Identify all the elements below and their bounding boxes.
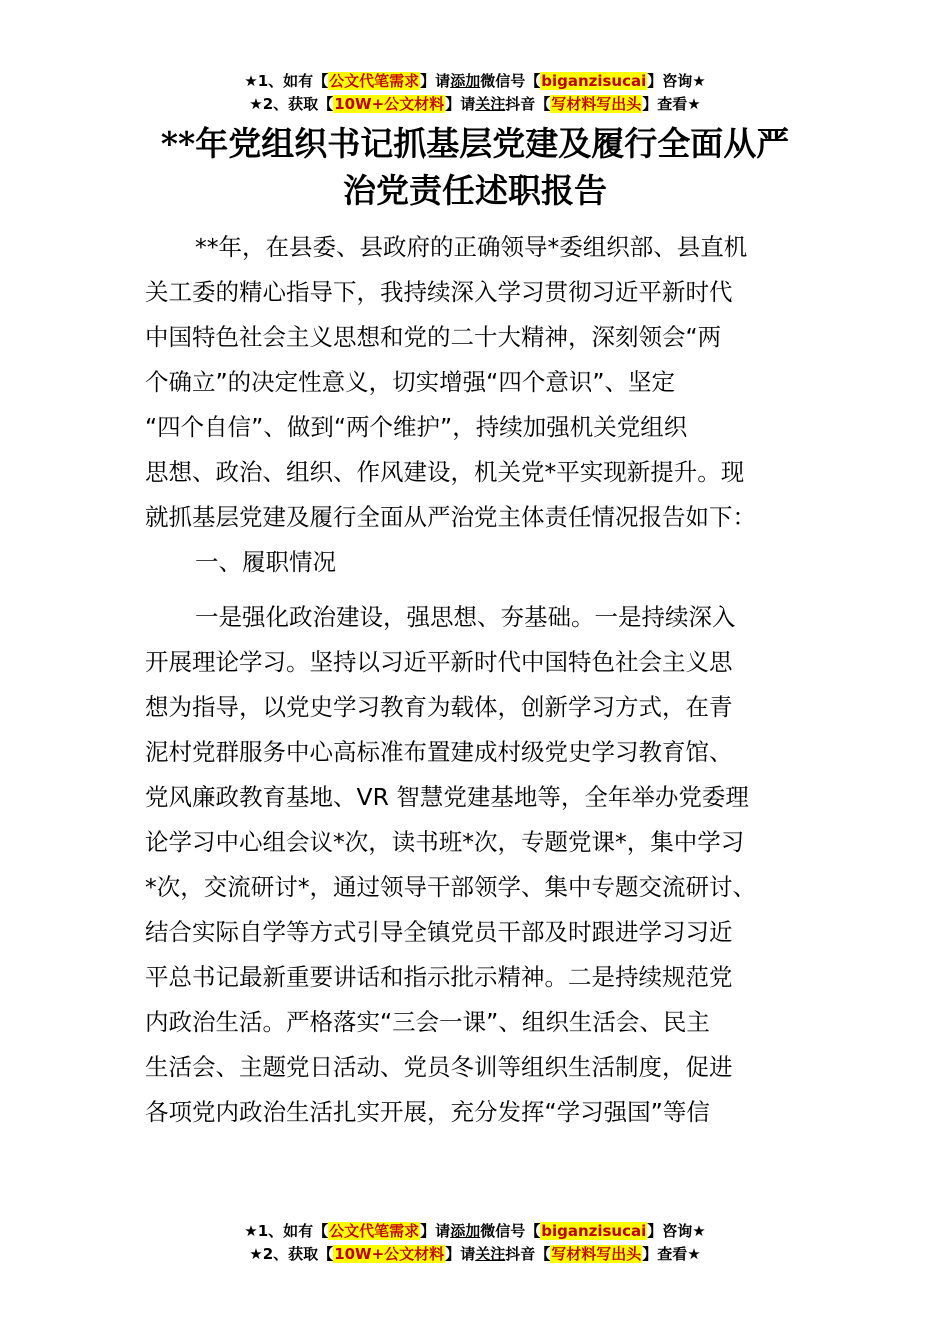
banner-text: 】查看★ <box>642 1245 701 1263</box>
banner-underline: 添加 <box>450 1222 481 1240</box>
banner-line-1 <box>0 1220 950 1243</box>
banner-line-2 <box>0 93 950 116</box>
banner-text: 微信号【 <box>480 1222 541 1240</box>
banner-text: ★1、如有【 <box>244 1222 329 1240</box>
banner-text: ★2、获取【 <box>249 95 334 113</box>
body-line: *次，交流研讨*，通过领导干部领学、集中专题交流研讨、 <box>145 873 756 901</box>
body-line: 结合实际自学等方式引导全镇党员干部及时跟进学习习近 <box>145 918 733 946</box>
top-ad-banner <box>0 70 950 116</box>
banner-highlight: biganzisucai <box>541 1222 647 1240</box>
banner-text: ★1、如有【 <box>244 72 329 90</box>
banner-highlight: biganzisucai <box>541 72 647 90</box>
body-line: 就抓基层党建及履行全面从严治党主体责任情况报告如下： <box>145 503 756 531</box>
banner-text: 微信号【 <box>480 72 541 90</box>
banner-text: 】请 <box>445 95 476 113</box>
body-line: 各项党内政治生活扎实开展，充分发挥“学习强国”等信 <box>145 1098 710 1126</box>
banner-line-1 <box>0 70 950 93</box>
banner-text: 】咨询★ <box>647 72 706 90</box>
banner-underline: 关注 <box>475 1245 506 1263</box>
banner-highlight: 写材料写出头 <box>551 95 642 113</box>
body-line: 思想、政治、组织、作风建设，机关党*平实现新提升。现 <box>145 458 745 486</box>
banner-line-2 <box>0 1243 950 1266</box>
banner-highlight: 公文代笔需求 <box>329 1222 420 1240</box>
body-line: 一是强化政治建设，强思想、夯基础。一是持续深入 <box>195 603 736 631</box>
banner-highlight: 写材料写出头 <box>551 1245 642 1263</box>
title-line-2: 治党责任述职报告 <box>343 171 607 210</box>
body-line: 内政治生活。严格落实“三会一课”、组织生活会、民主 <box>145 1008 710 1036</box>
banner-text: 抖音【 <box>505 95 551 113</box>
banner-text: ★2、获取【 <box>249 1245 334 1263</box>
banner-text: 】请 <box>420 1222 451 1240</box>
bottom-ad-banner <box>0 1220 950 1266</box>
banner-text: 】查看★ <box>642 95 701 113</box>
body-line: 想为指导，以党史学习教育为载体，创新学习方式，在青 <box>145 693 733 721</box>
body-line: 论学习中心组会议*次，读书班*次，专题党课*，集中学习 <box>145 828 745 856</box>
body-line: “四个自信”、做到“两个维护”，持续加强机关党组织 <box>145 413 688 441</box>
banner-highlight: 公文代笔需求 <box>329 72 420 90</box>
banner-text: 抖音【 <box>505 1245 551 1263</box>
body-line: **年，在县委、县政府的正确领导*委组织部、县直机 <box>195 233 748 261</box>
title-line-1: **年党组织书记抓基层党建及履行全面从严 <box>160 124 790 163</box>
banner-underline: 添加 <box>450 72 481 90</box>
body-line: 平总书记最新重要讲话和指示批示精神。二是持续规范党 <box>145 963 733 991</box>
banner-highlight: 10W+公文材料 <box>334 1245 445 1263</box>
body-line: 关工委的精心指导下，我持续深入学习贯彻习近平新时代 <box>145 278 733 306</box>
banner-text: 】请 <box>445 1245 476 1263</box>
document-title <box>0 120 950 214</box>
body-line: 生活会、主题党日活动、党员冬训等组织生活制度，促进 <box>145 1053 733 1081</box>
body-line: 泥村党群服务中心高标准布置建成村级党史学习教育馆、 <box>145 738 733 766</box>
body-line: 开展理论学习。坚持以习近平新时代中国特色社会主义思 <box>145 648 733 676</box>
body-line: 个确立”的决定性意义，切实增强“四个意识”、坚定 <box>145 368 676 396</box>
banner-highlight: 10W+公文材料 <box>334 95 445 113</box>
document-body <box>145 225 810 1135</box>
body-line: 党风廉政教育基地、VR 智慧党建基地等，全年举办党委理 <box>145 783 749 811</box>
banner-underline: 关注 <box>475 95 506 113</box>
body-line: 中国特色社会主义思想和党的二十大精神，深刻领会“两 <box>145 323 722 351</box>
banner-text: 】请 <box>420 72 451 90</box>
banner-text: 】咨询★ <box>647 1222 706 1240</box>
section-heading: 一、履职情况 <box>195 548 336 576</box>
